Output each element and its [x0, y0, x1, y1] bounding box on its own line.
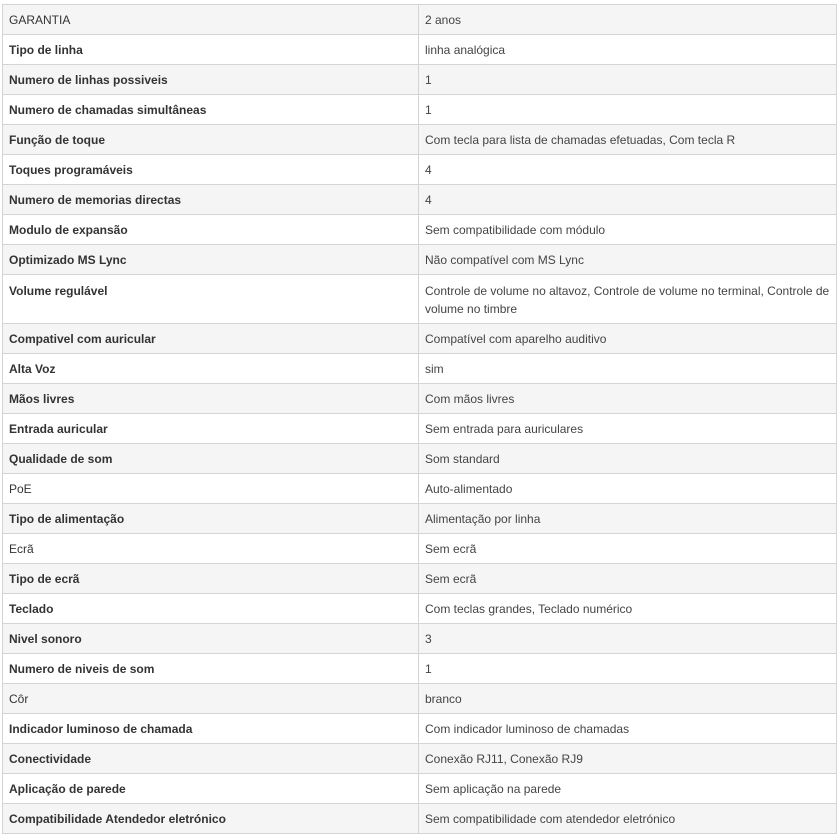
spec-label: Tipo de linha: [3, 35, 419, 65]
spec-row-toques-programaveis: [3, 155, 837, 185]
spec-value: linha analógica: [419, 35, 837, 65]
spec-row-numero-de-linhas: [3, 65, 837, 95]
spec-label: Côr: [3, 684, 419, 714]
spec-label: Numero de linhas possiveis: [3, 65, 419, 95]
spec-value: Controle de volume no altavoz, Controle de volume no terminal, Controle de volume no timbre: [419, 275, 837, 324]
spec-label: PoE: [3, 474, 419, 504]
spec-row-ecra: [3, 534, 837, 564]
spec-value: 2 anos: [419, 5, 837, 35]
spec-label: Mãos livres: [3, 384, 419, 414]
spec-label: Compatibilidade Atendedor eletrónico: [3, 804, 419, 834]
spec-value: Com teclas grandes, Teclado numérico: [419, 594, 837, 624]
spec-value: Sem compatibilidade com módulo: [419, 215, 837, 245]
spec-label: Função de toque: [3, 125, 419, 155]
spec-row-ms-lync: [3, 245, 837, 275]
spec-value: Não compatível com MS Lync: [419, 245, 837, 275]
spec-row-cor: [3, 684, 837, 714]
spec-label: Tipo de ecrã: [3, 564, 419, 594]
spec-label: Numero de chamadas simultâneas: [3, 95, 419, 125]
spec-value: sim: [419, 354, 837, 384]
spec-label: GARANTIA: [3, 5, 419, 35]
spec-row-niveis-de-som: [3, 654, 837, 684]
spec-row-indicador-luminoso: [3, 714, 837, 744]
spec-value: Compatível com aparelho auditivo: [419, 324, 837, 354]
spec-row-qualidade-de-som: [3, 444, 837, 474]
spec-label: Teclado: [3, 594, 419, 624]
spec-row-memorias-directas: [3, 185, 837, 215]
spec-row-nivel-sonoro: [3, 624, 837, 654]
spec-value: 4: [419, 185, 837, 215]
spec-label: Modulo de expansão: [3, 215, 419, 245]
spec-label: Entrada auricular: [3, 414, 419, 444]
spec-value: 1: [419, 95, 837, 125]
spec-value: Auto-alimentado: [419, 474, 837, 504]
spec-row-teclado: [3, 594, 837, 624]
spec-row-funcao-de-toque: [3, 125, 837, 155]
spec-label: Compativel com auricular: [3, 324, 419, 354]
spec-value: Alimentação por linha: [419, 504, 837, 534]
spec-value: Sem aplicação na parede: [419, 774, 837, 804]
spec-row-modulo-de-expansao: [3, 215, 837, 245]
spec-row-conectividade: [3, 744, 837, 774]
spec-value: 1: [419, 65, 837, 95]
spec-value: Sem compatibilidade com atendedor eletrónico: [419, 804, 837, 834]
spec-value: 4: [419, 155, 837, 185]
spec-value: branco: [419, 684, 837, 714]
spec-row-tipo-de-ecra: [3, 564, 837, 594]
spec-row-chamadas-simultaneas: [3, 95, 837, 125]
spec-label: Ecrã: [3, 534, 419, 564]
specifications-body: [3, 5, 837, 834]
spec-value: Com indicador luminoso de chamadas: [419, 714, 837, 744]
spec-label: Toques programáveis: [3, 155, 419, 185]
spec-row-tipo-de-alimentacao: [3, 504, 837, 534]
spec-row-volume-regulavel: [3, 275, 837, 324]
spec-label: Numero de memorias directas: [3, 185, 419, 215]
spec-label: Volume regulável: [3, 275, 419, 324]
spec-value: Com mãos livres: [419, 384, 837, 414]
spec-label: Qualidade de som: [3, 444, 419, 474]
specifications-table: [2, 4, 837, 834]
spec-row-aplicacao-de-parede: [3, 774, 837, 804]
spec-label: Numero de niveis de som: [3, 654, 419, 684]
spec-value: 3: [419, 624, 837, 654]
spec-row-tipo-de-linha: [3, 35, 837, 65]
spec-row-maos-livres: [3, 384, 837, 414]
spec-value: 1: [419, 654, 837, 684]
spec-value: Som standard: [419, 444, 837, 474]
spec-row-poe: [3, 474, 837, 504]
spec-value: Sem entrada para auriculares: [419, 414, 837, 444]
spec-label: Aplicação de parede: [3, 774, 419, 804]
spec-label: Tipo de alimentação: [3, 504, 419, 534]
spec-row-entrada-auricular: [3, 414, 837, 444]
spec-value: Sem ecrã: [419, 564, 837, 594]
spec-row-alta-voz: [3, 354, 837, 384]
spec-label: Alta Voz: [3, 354, 419, 384]
spec-value: Sem ecrã: [419, 534, 837, 564]
spec-label: Nivel sonoro: [3, 624, 419, 654]
spec-row-compativel-auricular: [3, 324, 837, 354]
spec-label: Optimizado MS Lync: [3, 245, 419, 275]
spec-row-atendedor-eletronico: [3, 804, 837, 834]
spec-value: Conexão RJ11, Conexão RJ9: [419, 744, 837, 774]
spec-label: Indicador luminoso de chamada: [3, 714, 419, 744]
spec-value: Com tecla para lista de chamadas efetuadas, Com tecla R: [419, 125, 837, 155]
spec-label: Conectividade: [3, 744, 419, 774]
spec-row-garantia: [3, 5, 837, 35]
